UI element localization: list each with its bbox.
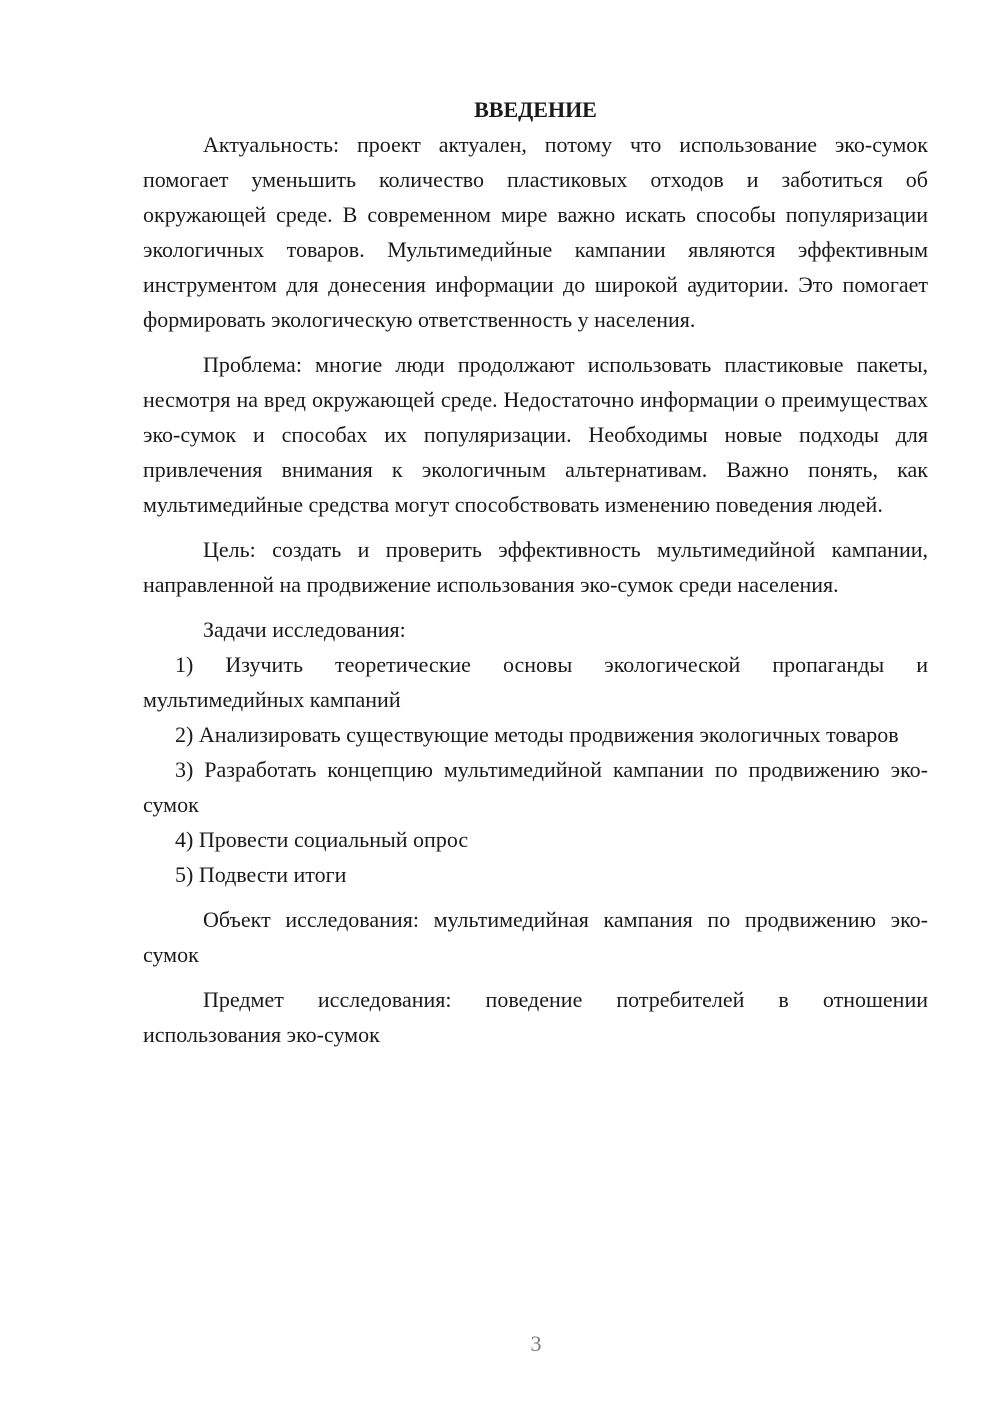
goal-paragraph: Цель: создать и проверить эффективность мультимедийной кампании, направленной на продвижение использования эко-сумок среди населения. bbox=[143, 537, 928, 597]
task-item: 5) Подвести итоги bbox=[175, 862, 347, 887]
relevance-paragraph: Актуальность: проект актуален, потому что использование эко-сумок помогает уменьшить количество пластиковых отходов и заботиться об окружающей среде. В современном мире важно искать способы популяризации экологичных товаров. Мультимедийные кампании являются эффективным инструментом для донесения информации до широкой аудитории. Это помогает формировать экологическую ответственность у населения. bbox=[143, 132, 928, 332]
page-number: 3 bbox=[530, 1331, 542, 1356]
task-item: 2) Анализировать существующие методы продвижения экологичных товаров bbox=[175, 722, 899, 747]
subject-paragraph: Предмет исследования: поведение потребителей в отношении использования эко-сумок bbox=[143, 987, 928, 1047]
object-paragraph: Объект исследования: мультимедийная кампания по продвижению эко-сумок bbox=[143, 907, 928, 967]
page-heading: ВВЕДЕНИЕ bbox=[474, 97, 597, 122]
task-item: 3) Разработать концепцию мультимедийной кампании по продвижению эко-сумок bbox=[143, 757, 928, 817]
document-page bbox=[143, 92, 928, 1052]
problem-paragraph: Проблема: многие люди продолжают использовать пластиковые пакеты, несмотря на вред окружающей среде. Недостаточно информации о преимуществах эко-сумок и способах их популяризации. Необходимы новые подходы для привлечения внимания к экологичным альтернативам. Важно понять, как мультимедийные средства могут способствовать изменению поведения людей. bbox=[143, 352, 928, 517]
task-item: 1) Изучить теоретические основы экологической пропаганды и мультимедийных кампаний bbox=[143, 652, 928, 712]
task-item: 4) Провести социальный опрос bbox=[175, 827, 469, 852]
tasks-title: Задачи исследования: bbox=[203, 617, 406, 642]
